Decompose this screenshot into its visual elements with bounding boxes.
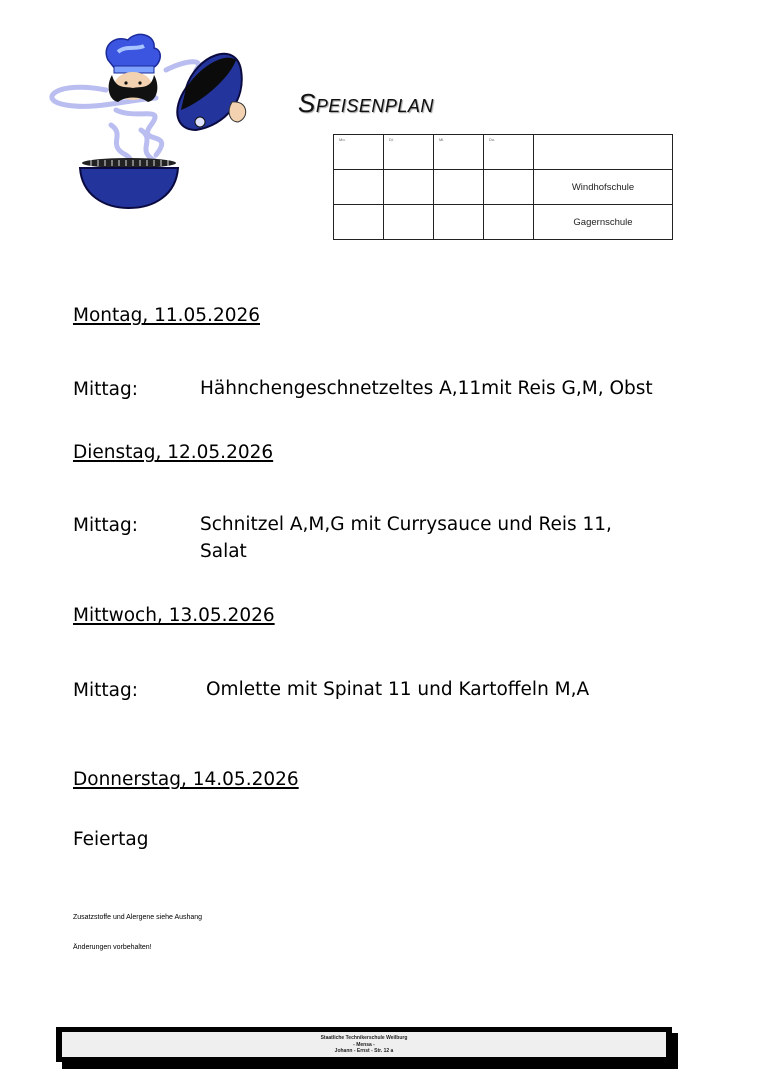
- meal-line: Schnitzel A,M,G mit Currysauce und Reis 11,: [200, 514, 612, 535]
- footer-address: Johann - Ernst - Str. 12 a: [334, 1048, 394, 1054]
- day-cell: [334, 170, 384, 205]
- footer-panel: [62, 1032, 666, 1057]
- day-heading-wednesday: Mittwoch, 13.05.2026: [73, 605, 275, 626]
- day-cell: [384, 135, 434, 170]
- footer-school-name: Staatliche Technikerschule Weilburg: [320, 1035, 408, 1041]
- meal-description: Omlette mit Spinat 11 und Kartoffeln M,A: [206, 679, 590, 700]
- day-cell: [384, 170, 434, 205]
- meal-line: Salat: [200, 541, 247, 562]
- day-cell: [334, 135, 384, 170]
- day-label: Mo.: [339, 137, 346, 142]
- footer-mensa: - Mensa -: [353, 1041, 375, 1048]
- changes-note: Änderungen vorbehalten!: [73, 944, 152, 951]
- meal-label: Mittag:: [73, 680, 138, 701]
- day-heading-tuesday: Dienstag, 12.05.2026: [73, 442, 274, 463]
- day-heading-monday: Montag, 11.05.2026: [73, 305, 261, 326]
- table-row: [334, 135, 673, 170]
- day-cell: [484, 170, 534, 205]
- day-label: Di.: [389, 137, 394, 142]
- school-name-cell: [534, 135, 673, 170]
- day-label: Do.: [489, 137, 496, 142]
- table-row: [334, 205, 673, 240]
- meal-label: Mittag:: [73, 379, 138, 400]
- day-cell: [484, 205, 534, 240]
- day-cell: [434, 205, 484, 240]
- meal-description: Hähnchengeschnetzeltes A,11mit Reis G,M, Obst: [200, 378, 653, 399]
- day-cell: [334, 205, 384, 240]
- page-title: Speisenplan: [298, 88, 434, 118]
- school-name-cell: Windhofschule: [534, 170, 673, 205]
- schedule-table: [333, 134, 673, 240]
- meal-description: [200, 511, 670, 565]
- footer-box: [56, 1027, 672, 1062]
- table-row: [334, 170, 673, 205]
- holiday-note: Feiertag: [73, 829, 149, 850]
- school-name-cell: Gagernschule: [534, 205, 673, 240]
- meal-label: Mittag:: [73, 515, 138, 536]
- allergen-note: Zusatzstoffe und Alergene siehe Aushang: [73, 914, 203, 921]
- day-cell: [484, 135, 534, 170]
- chef-logo-icon: [36, 30, 256, 210]
- day-cell: [384, 205, 434, 240]
- day-heading-thursday: Donnerstag, 14.05.2026: [73, 769, 299, 790]
- day-cell: [434, 170, 484, 205]
- day-label: Mi.: [439, 137, 445, 142]
- day-cell: [434, 135, 484, 170]
